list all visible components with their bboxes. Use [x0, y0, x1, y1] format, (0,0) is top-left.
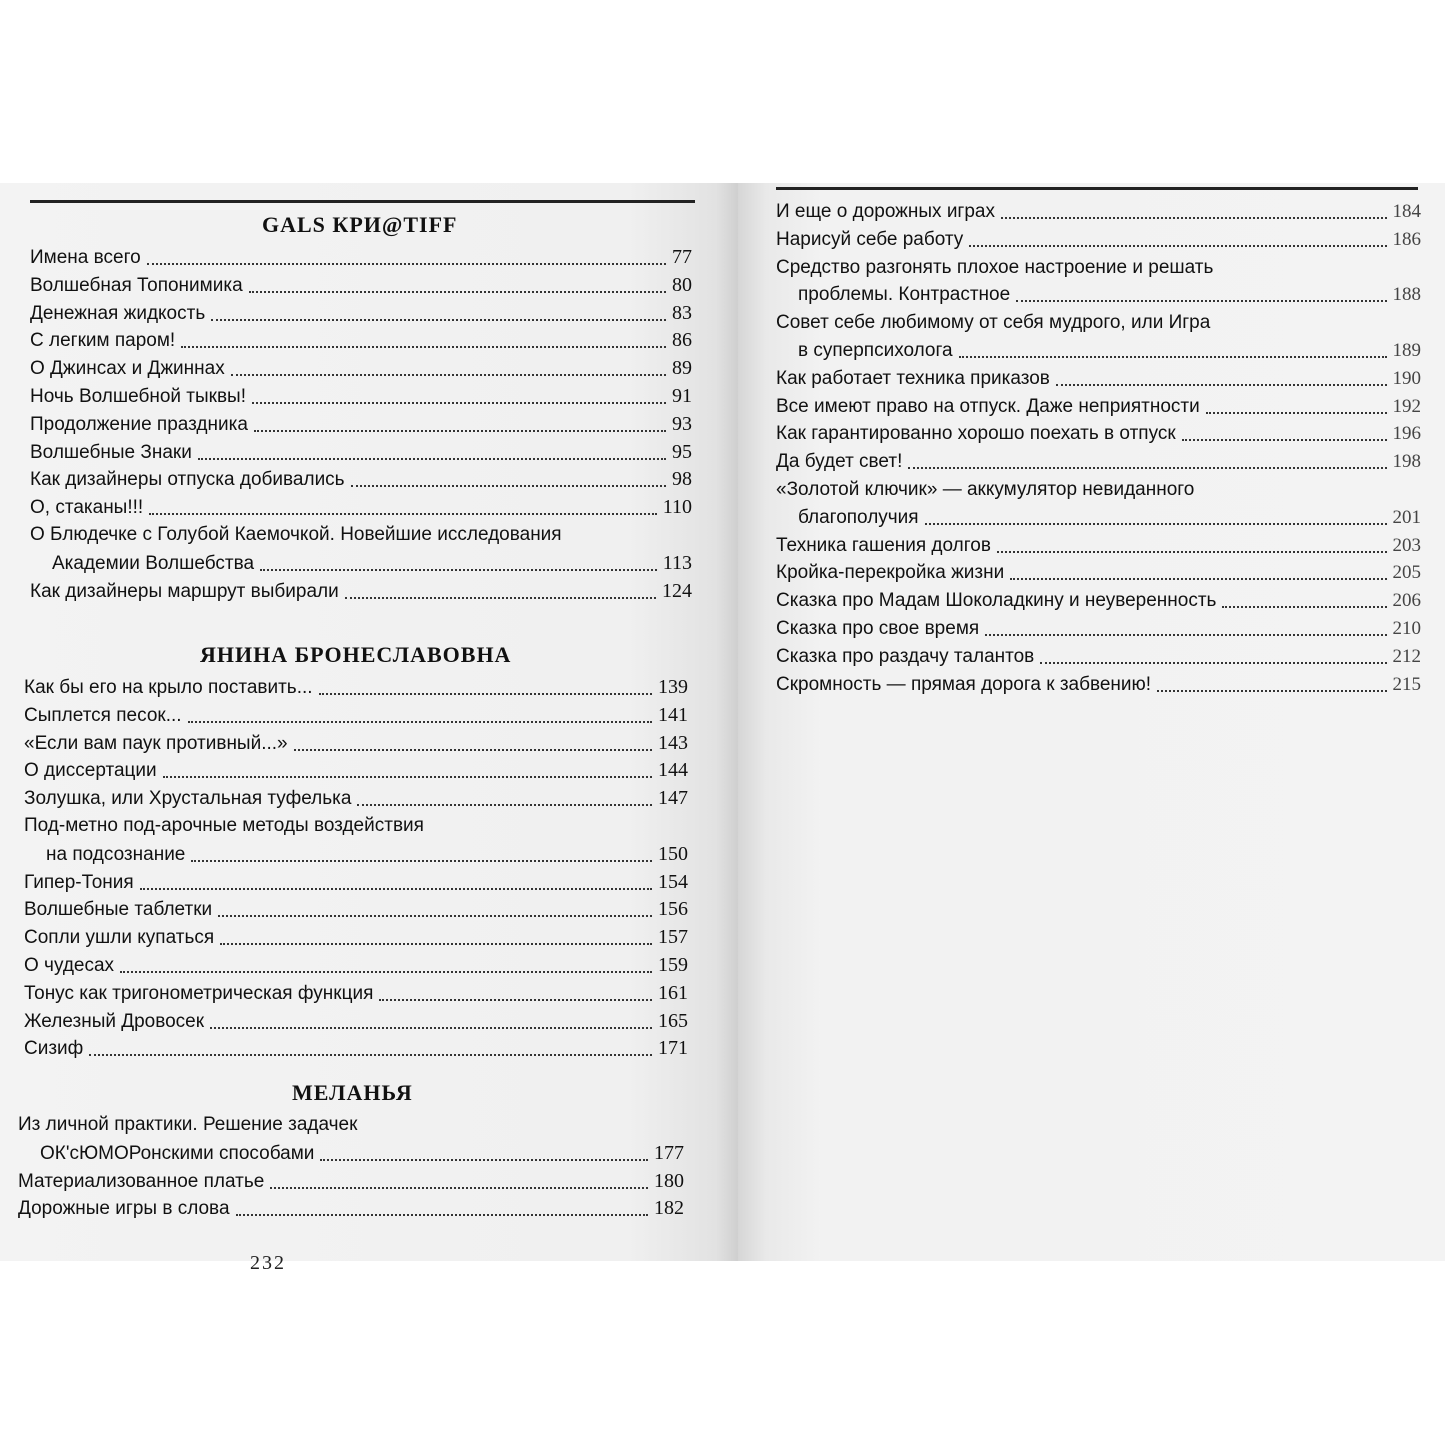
dot-leader — [270, 1186, 648, 1189]
dot-leader — [925, 522, 1387, 525]
dot-leader — [1157, 689, 1386, 692]
toc-page-number: 154 — [658, 870, 688, 893]
toc-page-number: 80 — [672, 273, 692, 296]
toc-page-number: 180 — [654, 1169, 684, 1192]
toc-page-number: 156 — [658, 898, 688, 921]
toc-page-number: 86 — [672, 329, 692, 352]
dot-leader — [120, 970, 652, 973]
toc-entry-title: Дорожные игры в слова — [18, 1198, 230, 1220]
toc-entry[interactable] — [30, 301, 692, 326]
right-top-rule — [776, 187, 1418, 190]
toc-page-number: 113 — [662, 551, 692, 574]
toc-page-number: 110 — [662, 496, 692, 519]
toc-entry[interactable] — [24, 953, 688, 978]
dot-leader — [147, 262, 666, 265]
toc-page-number: 89 — [672, 357, 692, 380]
toc-entry[interactable] — [24, 925, 688, 950]
toc-entry-title-continuation: Академии Волшебства — [52, 552, 255, 574]
toc-entry-title-continuation: в суперпсихолога — [798, 339, 953, 361]
dot-leader — [181, 345, 666, 348]
toc-page-number: 188 — [1392, 284, 1421, 306]
toc-entry[interactable] — [24, 981, 688, 1006]
toc-entry[interactable] — [30, 467, 692, 492]
toc-page-number: 165 — [658, 1009, 688, 1032]
toc-page-number: 192 — [1392, 395, 1421, 417]
toc-entry-title: Да будет свет! — [776, 451, 903, 473]
toc-entry[interactable] — [24, 1009, 688, 1034]
dot-leader — [969, 244, 1386, 247]
toc-entry-title: «Если вам паук противный...» — [24, 732, 288, 754]
toc-entry-title: Сыплется песок... — [24, 704, 182, 726]
toc-page-number: 83 — [672, 301, 692, 324]
toc-entry[interactable] — [30, 245, 692, 270]
toc-page-number: 182 — [654, 1197, 684, 1220]
toc-entry-title: О диссертации — [24, 760, 157, 782]
toc-page-number: 143 — [658, 731, 688, 754]
dot-leader — [1010, 577, 1386, 580]
toc-entry-title: Имена всего — [30, 247, 141, 268]
toc-entry[interactable] — [776, 228, 1421, 252]
dot-leader — [319, 692, 652, 695]
toc-page-number: 93 — [672, 412, 692, 435]
toc-entry[interactable] — [30, 579, 692, 604]
toc-page-number: 184 — [1392, 201, 1421, 222]
toc-entry-title: Скромность — прямая дорога к забвению! — [776, 673, 1152, 695]
toc-entry-title: Железный Дровосек — [24, 1010, 205, 1032]
toc-entry[interactable] — [776, 200, 1421, 224]
toc-page-number: 124 — [662, 579, 692, 602]
toc-entry-title: С легким паром! — [30, 330, 176, 352]
dot-leader — [249, 290, 666, 293]
toc-entry[interactable] — [24, 786, 688, 811]
dot-leader — [908, 466, 1386, 469]
toc-page-number: 144 — [658, 759, 688, 782]
toc-entry[interactable] — [776, 450, 1421, 474]
toc-page-number: 215 — [1392, 673, 1421, 695]
toc-entry-title-continuation: благополучия — [798, 506, 919, 528]
toc-entry[interactable] — [24, 758, 688, 783]
toc-entry[interactable] — [24, 703, 688, 728]
dot-leader — [345, 596, 656, 599]
toc-entry[interactable] — [776, 311, 1421, 363]
toc-entry-title-continuation: ОК'сЮМОРонскими способами — [40, 1142, 315, 1164]
page-folio: 232 — [250, 1252, 286, 1274]
dot-leader — [236, 1213, 648, 1216]
toc-page-number: 150 — [658, 842, 688, 865]
toc-entry[interactable] — [776, 589, 1421, 613]
toc-entry[interactable] — [30, 356, 692, 381]
dot-leader — [294, 748, 652, 751]
dot-leader — [254, 429, 666, 432]
dot-leader — [985, 633, 1386, 636]
toc-entry-title: Золушка, или Хрустальная туфелька — [24, 788, 352, 810]
toc-entry[interactable] — [24, 1036, 688, 1061]
toc-entry-title: Волшебные таблетки — [24, 899, 213, 921]
toc-entry[interactable] — [30, 273, 692, 298]
dot-leader — [188, 720, 652, 723]
toc-entry-title: Гипер-Тония — [24, 871, 134, 893]
toc-page-number: 77 — [672, 246, 692, 268]
toc-entry-title: Средство разгонять плохое настроение и решать — [776, 256, 1214, 278]
toc-entry[interactable] — [776, 367, 1421, 391]
dot-leader — [1056, 383, 1387, 386]
dot-leader — [252, 401, 666, 404]
dot-leader — [1206, 411, 1387, 414]
toc-page-number: 157 — [658, 926, 688, 949]
toc-entry[interactable] — [30, 412, 692, 437]
toc-entry[interactable] — [776, 478, 1421, 530]
dot-leader — [320, 1158, 648, 1161]
toc-entry-title: Совет себе любимому от себя мудрого, или Игра — [776, 312, 1211, 334]
toc-entry-title: Как дизайнеры отпуска добивались — [30, 469, 345, 491]
dot-leader — [351, 484, 666, 487]
toc-entry-title: Волшебные Знаки — [30, 441, 192, 463]
toc-entry-title: Сизиф — [24, 1038, 84, 1060]
toc-page-number: 203 — [1392, 534, 1421, 556]
toc-entry[interactable] — [24, 731, 688, 756]
toc-entry-title: Кройка-перекройка жизни — [776, 562, 1005, 584]
toc-entry-title: Ночь Волшебной тыквы! — [30, 386, 246, 407]
toc-entry[interactable] — [30, 495, 692, 520]
toc-entry-title: Под-метно под-арочные методы воздействия — [24, 815, 424, 836]
toc-entry[interactable] — [30, 328, 692, 353]
dot-leader — [959, 355, 1387, 358]
dot-leader — [1222, 605, 1386, 608]
toc-entry[interactable] — [776, 617, 1421, 641]
toc-entry[interactable] — [18, 1169, 684, 1194]
toc-entry[interactable] — [30, 440, 692, 465]
toc-entry-title: Волшебная Топонимика — [30, 274, 243, 296]
toc-entry-title: О Джинсах и Джиннах — [30, 358, 225, 380]
toc-page-number: 91 — [672, 385, 692, 407]
toc-entry-title: О чудесах — [24, 955, 115, 976]
toc-page-number: 161 — [658, 981, 688, 1004]
dot-leader — [1182, 438, 1387, 441]
toc-entry-title: Из личной практики. Решение задачек — [18, 1114, 358, 1135]
toc-entry-title: О Блюдечке с Голубой Каемочкой. Новейшие исследования — [30, 524, 562, 545]
section-title: GALS КРИ@TIFF — [262, 212, 458, 237]
toc-entry[interactable] — [776, 645, 1421, 669]
toc-entry-title: Техника гашения долгов — [776, 534, 991, 556]
toc-page-number: 98 — [672, 468, 692, 491]
dot-leader — [149, 512, 657, 515]
toc-entry-title: Продолжение праздника — [30, 413, 248, 435]
toc-entry-title: Как работает техника приказов — [776, 367, 1050, 389]
toc-entry[interactable] — [776, 561, 1421, 585]
toc-page-number: 190 — [1392, 367, 1421, 389]
toc-entry-title: Сказка про раздачу талантов — [776, 645, 1035, 667]
toc-entry-title: И еще о дорожных играх — [776, 201, 996, 222]
toc-page-number: 186 — [1392, 228, 1421, 250]
toc-entry[interactable] — [24, 814, 688, 867]
toc-entry-title: Денежная жидкость — [30, 302, 206, 324]
toc-page-number: 206 — [1392, 590, 1421, 612]
dot-leader — [211, 318, 666, 321]
toc-page-number: 196 — [1392, 423, 1421, 445]
dot-leader — [1016, 299, 1386, 302]
toc-entry-title: Нарисуй себе работу — [776, 228, 964, 250]
toc-entry[interactable] — [776, 256, 1421, 308]
dot-leader — [1040, 661, 1386, 664]
dot-leader — [357, 803, 652, 806]
toc-page-number: 212 — [1392, 645, 1421, 667]
dot-leader — [191, 859, 652, 862]
toc-entry-title: Все имеют право на отпуск. Даже неприятности — [776, 395, 1200, 417]
toc-page-number: 201 — [1392, 506, 1421, 528]
dot-leader — [1001, 216, 1386, 219]
toc-entry[interactable] — [30, 384, 692, 409]
dot-leader — [198, 457, 666, 460]
toc-entry-title: Тонус как тригонометрическая функция — [24, 982, 374, 1004]
toc-page-number: 139 — [658, 676, 688, 698]
toc-page-number: 171 — [658, 1037, 688, 1060]
toc-entry[interactable] — [24, 675, 688, 700]
toc-page-number: 198 — [1392, 451, 1421, 473]
toc-entry[interactable] — [776, 673, 1421, 697]
left-top-rule — [30, 200, 695, 203]
dot-leader — [89, 1053, 652, 1056]
toc-entry-title: Как гарантированно хорошо поехать в отпуск — [776, 423, 1176, 445]
dot-leader — [220, 942, 652, 945]
toc-page-number: 177 — [654, 1141, 684, 1164]
toc-entry-title: «Золотой ключик» — аккумулятор невиданного — [776, 479, 1195, 500]
toc-entry-title: Сказка про свое время — [776, 618, 980, 639]
toc-entry[interactable] — [24, 897, 688, 922]
toc-page-number: 95 — [672, 440, 692, 463]
toc-entry-title: О, стаканы!!! — [30, 497, 144, 519]
dot-leader — [140, 887, 652, 890]
dot-leader — [218, 914, 652, 917]
toc-entry[interactable] — [18, 1113, 684, 1166]
dot-leader — [210, 1026, 652, 1029]
toc-entry[interactable] — [776, 395, 1421, 419]
toc-entry[interactable] — [776, 534, 1421, 558]
toc-page-number: 141 — [658, 703, 688, 726]
toc-entry-title: Сказка про Мадам Шоколадкину и неуверенность — [776, 590, 1217, 612]
toc-entry[interactable] — [24, 870, 688, 895]
toc-entry[interactable] — [18, 1196, 684, 1221]
toc-page-number: 189 — [1392, 339, 1421, 361]
dot-leader — [231, 373, 666, 376]
section-title: МЕЛАНЬЯ — [292, 1080, 413, 1105]
section-title: ЯНИНА БРОНЕСЛАВОВНА — [200, 642, 512, 667]
toc-entry-title-continuation: проблемы. Контрастное — [798, 284, 1011, 306]
toc-page-number: 147 — [658, 787, 688, 810]
dot-leader — [997, 550, 1387, 553]
dot-leader — [379, 998, 652, 1001]
toc-page-number: 205 — [1392, 562, 1421, 584]
dot-leader — [163, 775, 652, 778]
toc-entry-title: Как бы его на крыло поставить... — [24, 677, 313, 698]
toc-page-number: 210 — [1392, 618, 1421, 639]
toc-page-number: 159 — [658, 954, 688, 976]
toc-entry-title: Материализованное платье — [18, 1170, 265, 1192]
toc-entry[interactable] — [776, 422, 1421, 446]
toc-entry-title: Сопли ушли купаться — [24, 927, 215, 949]
toc-entry-title-continuation: на подсознание — [46, 843, 186, 865]
dot-leader — [260, 568, 657, 571]
toc-entry[interactable] — [30, 523, 692, 576]
toc-entry-title: Как дизайнеры маршрут выбирали — [30, 580, 339, 602]
